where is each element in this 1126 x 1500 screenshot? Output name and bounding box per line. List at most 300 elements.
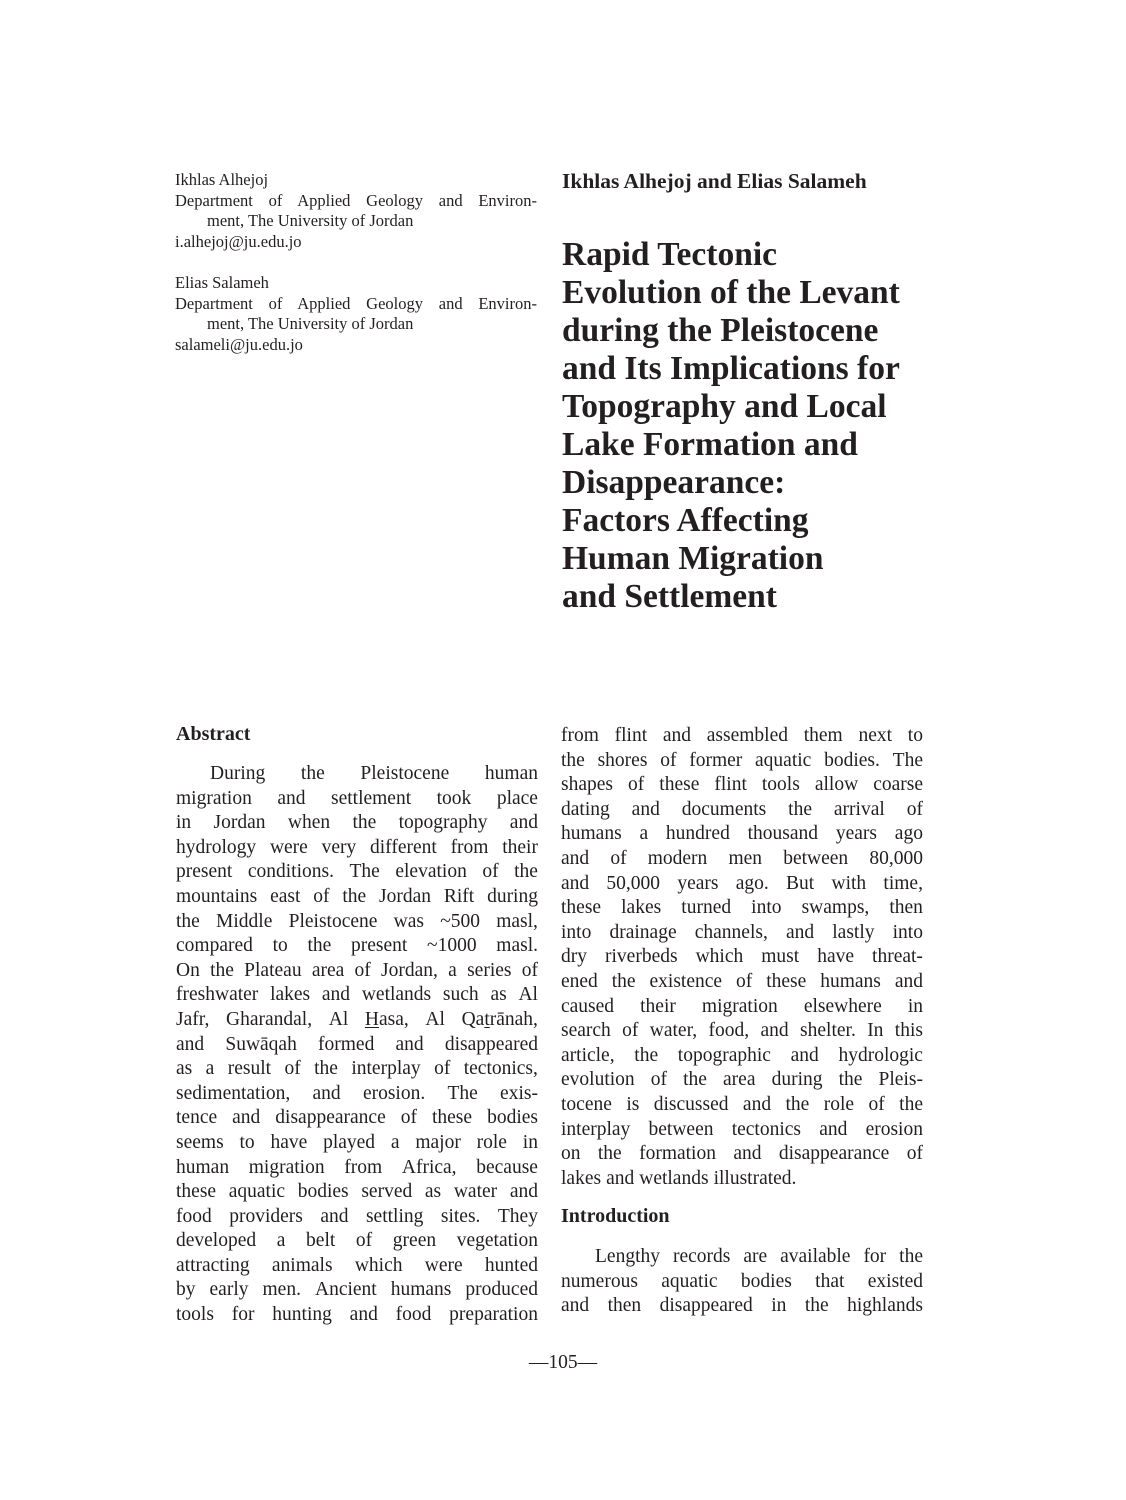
word: tectonics (731, 1118, 801, 1140)
word: role (823, 1093, 855, 1115)
spacer (175, 252, 537, 273)
word: as (490, 984, 507, 1006)
word: were (269, 836, 308, 858)
word: the (561, 749, 585, 771)
word: seems (176, 1131, 224, 1153)
word: series (467, 959, 512, 981)
word: conditions. (247, 861, 334, 883)
word: lakes (270, 984, 311, 1006)
word: Africa, (401, 1156, 457, 1178)
word: from (344, 1156, 383, 1178)
word: which (695, 946, 744, 968)
word: human (484, 763, 538, 784)
word: and (561, 1295, 590, 1317)
introduction-heading: Introduction (561, 1205, 670, 1228)
author-name: Elias Salameh (175, 273, 269, 292)
word: these (431, 1107, 473, 1129)
word: the (300, 763, 325, 784)
word: Pleistocene (288, 910, 378, 932)
word: of (622, 1020, 639, 1042)
word: have (270, 1131, 308, 1153)
word: During (210, 763, 266, 784)
word: is (626, 1093, 640, 1115)
word: bodies. (824, 749, 880, 771)
word: in (522, 1131, 538, 1153)
word: the (611, 970, 636, 992)
word: channels, (694, 921, 768, 943)
text-line (176, 885, 538, 910)
word: flint (714, 774, 747, 796)
word: Pleis- (878, 1069, 923, 1091)
word: Hasa, (364, 1008, 409, 1030)
word: Jafr, (176, 1008, 210, 1030)
word: hunting (272, 1304, 332, 1326)
word: and (894, 970, 923, 992)
word: to (907, 725, 923, 746)
word: migration (176, 787, 252, 809)
title-line: Human Migration (562, 540, 824, 577)
word: when (287, 812, 331, 834)
word: of (284, 1058, 301, 1080)
introduction-text (561, 1245, 923, 1319)
word: by (176, 1279, 196, 1301)
word: humans (390, 1279, 452, 1301)
word: their (640, 995, 676, 1017)
word: sedimentation, (176, 1082, 291, 1104)
word: hundred (665, 823, 730, 845)
word: the (804, 1295, 829, 1317)
word: disappeared (444, 1033, 538, 1055)
word: were (424, 1254, 463, 1276)
word: of (354, 959, 371, 981)
word: took (436, 787, 472, 809)
word: the (785, 1093, 810, 1115)
word: evolution (561, 1069, 635, 1091)
word: Lengthy (595, 1246, 660, 1268)
text-line (561, 798, 923, 823)
word: in (176, 812, 192, 834)
text-line (176, 1156, 538, 1181)
word: erosion. (362, 1082, 426, 1104)
word: developed (176, 1230, 257, 1252)
word: sites. (440, 1205, 481, 1227)
word: the (176, 910, 200, 932)
word: Gharandal, (225, 1008, 313, 1030)
text-line (561, 847, 923, 872)
word: and (321, 984, 351, 1006)
text-line (561, 822, 923, 847)
word: existed (867, 1270, 923, 1292)
word: disappearance (778, 1143, 890, 1165)
word: the (788, 798, 812, 820)
word: water, (649, 1020, 698, 1042)
author-department: Department of Applied Geology and Environ- (175, 293, 537, 313)
abstract-heading: Abstract (176, 723, 251, 745)
text-line (176, 983, 538, 1008)
author-email[interactable]: salameli@ju.edu.jo (175, 334, 303, 354)
word: humans (820, 970, 881, 992)
word: available (780, 1246, 851, 1268)
word: of (736, 970, 753, 992)
author-name: Ikhlas Alhejoj (175, 170, 269, 189)
word: a (276, 1230, 286, 1252)
word: The (892, 749, 923, 771)
word: 50,000 (606, 872, 661, 894)
word: compared (176, 935, 253, 957)
word: aquatic (228, 1181, 286, 1203)
word: of (660, 749, 677, 771)
word: bodies (740, 1270, 792, 1292)
word: from (450, 836, 489, 858)
text-line (561, 1093, 923, 1118)
text-line (561, 896, 923, 921)
word: wetlands (639, 1167, 709, 1189)
affiliation-1 (175, 170, 537, 252)
word: then (889, 897, 923, 919)
word: and (320, 1205, 349, 1227)
text-line (561, 1019, 923, 1044)
word: numerous (561, 1270, 638, 1292)
word: dry (561, 946, 587, 968)
word: masl, (496, 910, 538, 932)
word: vegetation (456, 1230, 538, 1252)
word: Rift (443, 885, 475, 907)
word: in (907, 995, 923, 1017)
word: shelter. (800, 1020, 856, 1042)
article-title (562, 236, 900, 616)
author-department-cont: ment, The University of Jordan (207, 314, 414, 333)
word: food (176, 1205, 212, 1227)
word: must (761, 946, 800, 968)
word: shapes (561, 774, 613, 796)
text-line (176, 934, 538, 959)
word: early (209, 1279, 249, 1301)
word: next (858, 725, 893, 746)
text-line (561, 872, 923, 897)
word: hydrologic (838, 1044, 923, 1066)
word: search (561, 1020, 611, 1042)
word: of (650, 1069, 668, 1091)
word: Jordan (379, 885, 432, 907)
text-line (176, 1278, 538, 1303)
word: former (689, 749, 743, 771)
word: turned (681, 897, 732, 919)
word: because (476, 1156, 538, 1178)
word: disappearance (275, 1107, 386, 1129)
word: in (771, 1295, 787, 1317)
word: and (232, 1107, 261, 1129)
word: and (312, 1082, 341, 1104)
text-line (561, 1118, 923, 1143)
word: exis- (500, 1082, 538, 1104)
word: from (561, 725, 599, 746)
word: erosion (865, 1118, 923, 1140)
text-line (561, 1167, 923, 1192)
text-line (561, 995, 923, 1020)
word: tocene (561, 1093, 612, 1115)
word: Jordan, (381, 959, 438, 981)
word: different (370, 836, 437, 858)
word: the (314, 1058, 338, 1080)
word: served (361, 1181, 413, 1203)
word: discussed (653, 1093, 729, 1115)
word: The (349, 861, 380, 883)
word: major (415, 1131, 461, 1153)
word: Qatrānah, (461, 1008, 538, 1030)
word: attracting (176, 1254, 250, 1276)
author-department: Department of Applied Geology and Environ- (175, 190, 537, 210)
word: Al (328, 1008, 349, 1030)
word: aquatic (661, 1270, 718, 1292)
word: the (352, 812, 377, 834)
word: topographic (677, 1044, 771, 1066)
word: Middle (216, 910, 273, 932)
word: formed (318, 1033, 375, 1055)
word: then (607, 1295, 642, 1317)
text-line (561, 1270, 923, 1295)
text-line (561, 1142, 923, 1167)
word: Pleistocene (360, 763, 450, 784)
word: area (311, 959, 345, 981)
word: settlement (330, 787, 412, 809)
author-department-cont: ment, The University of Jordan (207, 211, 414, 230)
text-line (176, 1229, 538, 1254)
text-line (176, 787, 538, 812)
word: lakes (561, 1167, 602, 1189)
word: ened (561, 970, 598, 992)
affiliation-2 (175, 273, 537, 355)
word: 80,000 (869, 847, 923, 869)
word: and (561, 847, 590, 869)
word: Plateau (244, 959, 302, 981)
word: elevation (395, 861, 467, 883)
word: formation (639, 1143, 716, 1165)
word: lastly (832, 921, 875, 943)
word: have (817, 946, 855, 968)
word: hydrology (176, 836, 257, 858)
word: their (502, 836, 538, 858)
word: present (351, 935, 408, 957)
text-line (176, 1303, 538, 1328)
word: east (270, 885, 301, 907)
word: during (487, 885, 538, 907)
word: and (176, 1033, 205, 1055)
word: and (819, 1118, 848, 1140)
word: ago (894, 823, 923, 845)
word: such (442, 984, 479, 1006)
word: caused (561, 995, 615, 1017)
word: and (561, 872, 590, 894)
word: allow (814, 774, 859, 796)
word: of (355, 1230, 373, 1252)
word: bodies (297, 1181, 349, 1203)
word: flint (614, 725, 648, 746)
word: ago. (735, 872, 769, 894)
word: for (863, 1246, 887, 1268)
word: present (176, 861, 233, 883)
word: and (790, 1044, 819, 1066)
title-line: Rapid Tectonic (562, 236, 778, 273)
column-left (176, 722, 538, 1328)
word: food, (708, 1020, 750, 1042)
word: But (786, 872, 815, 894)
title-line: Disappearance: (562, 464, 786, 501)
word: very (321, 836, 357, 858)
text-line (176, 959, 538, 984)
text-line (176, 860, 538, 885)
title-line: during the Pleistocene (562, 312, 879, 349)
text-line (561, 1294, 923, 1319)
title-line: Evolution of the Levant (562, 274, 900, 311)
word: Al (518, 984, 538, 1006)
word: arrival (833, 798, 885, 820)
word: lakes (621, 897, 662, 919)
word: food (395, 1304, 432, 1326)
word: Al (425, 1008, 445, 1030)
word: riverbeds (605, 946, 678, 968)
word: into (892, 921, 923, 943)
text-line (176, 1131, 538, 1156)
word: of (906, 798, 923, 820)
word: them (803, 725, 843, 746)
author-email[interactable]: i.alhejoj@ju.edu.jo (175, 231, 302, 251)
word: illustrated. (713, 1167, 797, 1189)
word: for (231, 1304, 255, 1326)
word: and (509, 1181, 538, 1203)
word: time, (883, 872, 923, 894)
word: with (831, 872, 867, 894)
word: green (392, 1230, 437, 1252)
word: ~500 (440, 910, 480, 932)
word: tools (761, 774, 800, 796)
title-line: and Its Implications for (562, 350, 900, 387)
word: men (728, 847, 763, 869)
text-line (176, 1106, 538, 1131)
word: these (659, 774, 700, 796)
text-line (561, 1245, 923, 1270)
word: produced (465, 1279, 538, 1301)
word: and (785, 921, 815, 943)
word: this (894, 1020, 923, 1042)
title-line: Factors Affecting (562, 502, 809, 539)
word: was (393, 910, 424, 932)
word: and (760, 1020, 789, 1042)
text-line (561, 970, 923, 995)
word: of (610, 847, 627, 869)
word: as (176, 1058, 193, 1080)
text-line (176, 836, 538, 861)
word: topography (398, 812, 488, 834)
word: the (899, 1093, 923, 1115)
word: of (400, 1107, 417, 1129)
word: of (521, 959, 538, 981)
text-line (176, 1254, 538, 1279)
word: The (447, 1082, 478, 1104)
word: and (277, 787, 306, 809)
word: the (683, 1069, 707, 1091)
word: that (815, 1270, 845, 1292)
word: and (509, 812, 538, 834)
word: article, (561, 1044, 615, 1066)
word: In (867, 1020, 884, 1042)
page-number: —105— (528, 1352, 598, 1373)
running-authors: Ikhlas Alhejoj and Elias Salameh (562, 169, 867, 193)
word: the (597, 1143, 622, 1165)
word: human (176, 1156, 230, 1178)
word: belt (306, 1230, 336, 1252)
word: a (390, 1131, 400, 1153)
word: shores (597, 749, 648, 771)
text-line (176, 1205, 538, 1230)
word: men. (262, 1279, 301, 1301)
word: dating (561, 798, 610, 820)
word: They (497, 1205, 538, 1227)
word: years (835, 823, 877, 845)
word: a (448, 959, 457, 981)
word: and (742, 1093, 772, 1115)
word: migration (701, 995, 778, 1017)
word: these (766, 970, 807, 992)
text-line (176, 1180, 538, 1205)
word: to (239, 1131, 255, 1153)
word: water (453, 1181, 498, 1203)
word: result (227, 1058, 272, 1080)
word: of (628, 774, 645, 796)
word: assembled (706, 725, 788, 746)
word: settling (365, 1205, 424, 1227)
word: the (899, 1246, 923, 1268)
word: animals (271, 1254, 333, 1276)
text-line (561, 1068, 923, 1093)
word: wetlands (361, 984, 432, 1006)
word: Jordan (213, 812, 266, 834)
text-line (561, 724, 923, 749)
word: these (561, 897, 602, 919)
word: ~1000 (427, 935, 477, 957)
text-line (176, 1008, 538, 1033)
title-line: Lake Formation and (562, 426, 858, 463)
word: into (751, 897, 782, 919)
word: are (743, 1246, 768, 1268)
word: tence (176, 1107, 218, 1129)
word: and (395, 1033, 424, 1055)
word: the (307, 935, 332, 957)
word: mountains (176, 885, 258, 907)
word: modern (647, 847, 708, 869)
word: between (648, 1118, 714, 1140)
word: Ancient (314, 1279, 377, 1301)
word: preparation (449, 1304, 538, 1326)
word: threat- (872, 946, 923, 968)
word: elsewhere (803, 995, 882, 1017)
text-line (561, 773, 923, 798)
word: and (733, 1143, 762, 1165)
word: thousand (747, 823, 819, 845)
word: role (476, 1131, 507, 1153)
word: place (496, 787, 538, 809)
title-line: and Settlement (562, 578, 777, 615)
author-affiliations (175, 170, 537, 355)
word: as (424, 1181, 442, 1203)
word: of (868, 1093, 885, 1115)
text-line (561, 749, 923, 774)
word: during (771, 1069, 823, 1091)
word: migration (248, 1156, 325, 1178)
word: a (205, 1058, 215, 1080)
word: on (561, 1143, 581, 1165)
word: tectonics, (463, 1058, 538, 1080)
word: of (434, 1058, 451, 1080)
